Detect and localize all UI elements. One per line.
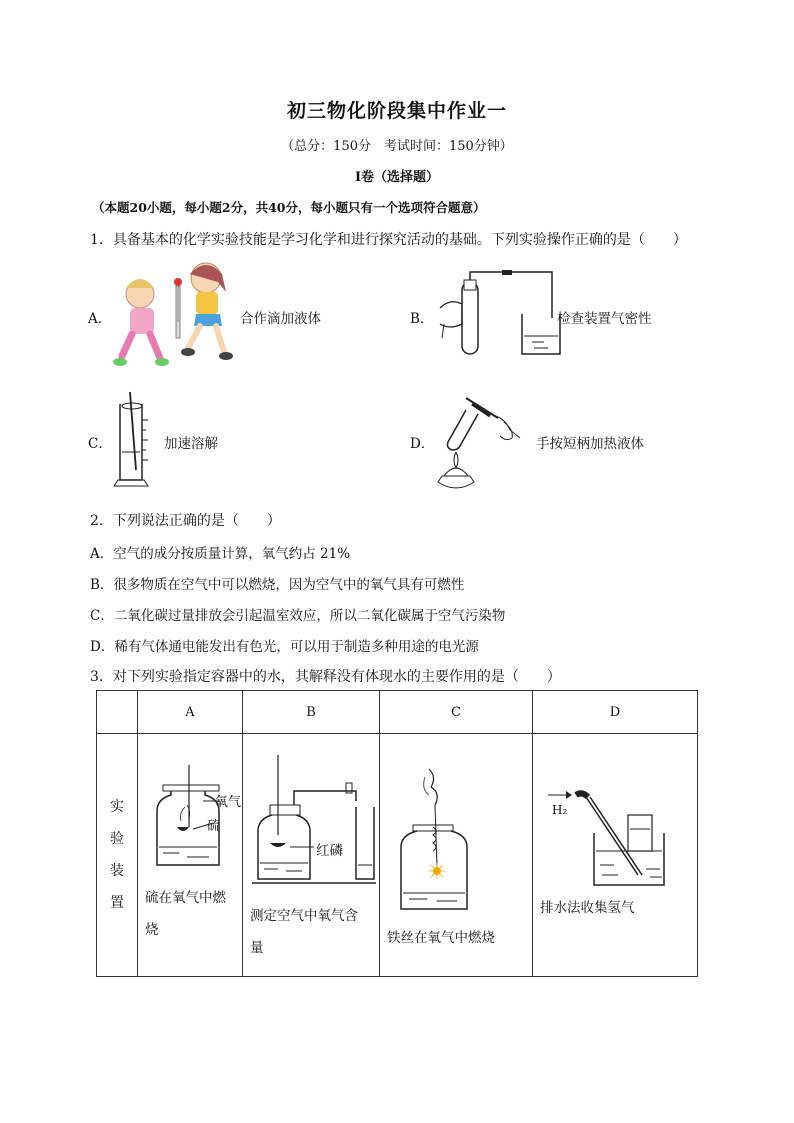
sulfur-combustion-apparatus [149, 765, 245, 875]
children-dropper-illustration [110, 252, 245, 372]
header-blank [97, 691, 138, 734]
cell-d-hydrogen-label: H₂ [552, 803, 568, 817]
exam-info: （总分：150分 考试时间：150分钟） [281, 139, 513, 154]
graduated-cylinder-stirring [112, 390, 156, 490]
row-header: 实 验 装 置 [97, 734, 138, 977]
cell-d-caption-1: 排水法收集氢气 [540, 900, 635, 916]
oxygen-content-apparatus [250, 755, 376, 885]
cell-b-phosphorus-label: 红磷 [316, 843, 343, 859]
cell-d [533, 734, 698, 977]
cell-c-caption-1: 铁丝在氧气中燃烧 [387, 930, 495, 946]
question-2-option-b: B．很多物质在空气中可以燃烧，因为空气中的氧气具有可燃性 [90, 577, 465, 593]
cell-b [243, 734, 380, 977]
cell-c [380, 734, 533, 977]
option-c-letter: C． [88, 436, 112, 452]
option-a-letter: A． [88, 311, 112, 327]
cell-a-caption-2: 烧 [145, 922, 159, 938]
option-d-label: 手按短柄加热液体 [536, 436, 644, 452]
iron-wire-combustion-apparatus [395, 767, 475, 917]
column-header-c: C [380, 691, 533, 734]
column-header-d: D [533, 691, 698, 734]
question-2-option-c: C．二氧化碳过量排放会引起温室效应，所以二氧化碳属于空气污染物 [90, 608, 506, 624]
option-c-label: 加速溶解 [164, 436, 218, 452]
cell-b-caption-1: 测定空气中氧气含 [250, 908, 358, 924]
test-tube-heating [436, 390, 536, 496]
question-3-stem: 3．对下列实验指定容器中的水，其解释没有体现水的主要作用的是（ ） [90, 669, 561, 685]
question-2-option-a: A．空气的成分按质量计算，氧气约占 21% [90, 546, 351, 562]
cell-a-sulfur-label: 硫 [207, 819, 221, 834]
experiment-table [96, 690, 698, 977]
volume-heading: I卷（选择题） [354, 170, 440, 185]
cell-a-gas-label: 氧气 [215, 795, 242, 810]
question-2-stem: 2．下列说法正确的是（ ） [90, 513, 281, 529]
option-d-letter: D． [410, 436, 435, 452]
option-a-label: 合作滴加液体 [240, 311, 321, 327]
cell-a-caption-1: 硫在氧气中燃 [145, 890, 226, 906]
column-header-a: A [138, 691, 243, 734]
option-b-label: 检查装置气密性 [557, 311, 652, 327]
cell-b-caption-2: 量 [250, 940, 264, 956]
page-title: 初三物化阶段集中作业一 [286, 100, 507, 122]
cell-a [138, 734, 243, 977]
question-2-option-d: D．稀有气体通电能发出有色光，可以用于制造多种用途的电光源 [90, 639, 479, 655]
section-instructions: （本题20小题，每小题2分，共40分，每小题只有一个选项符合题意） [92, 200, 486, 215]
option-b-letter: B． [410, 311, 434, 327]
column-header-b: B [243, 691, 380, 734]
question-1-stem: 1．具备基本的化学实验技能是学习化学和进行探究活动的基础。下列实验操作正确的是（ ） [90, 232, 687, 248]
airtightness-apparatus [436, 268, 566, 364]
